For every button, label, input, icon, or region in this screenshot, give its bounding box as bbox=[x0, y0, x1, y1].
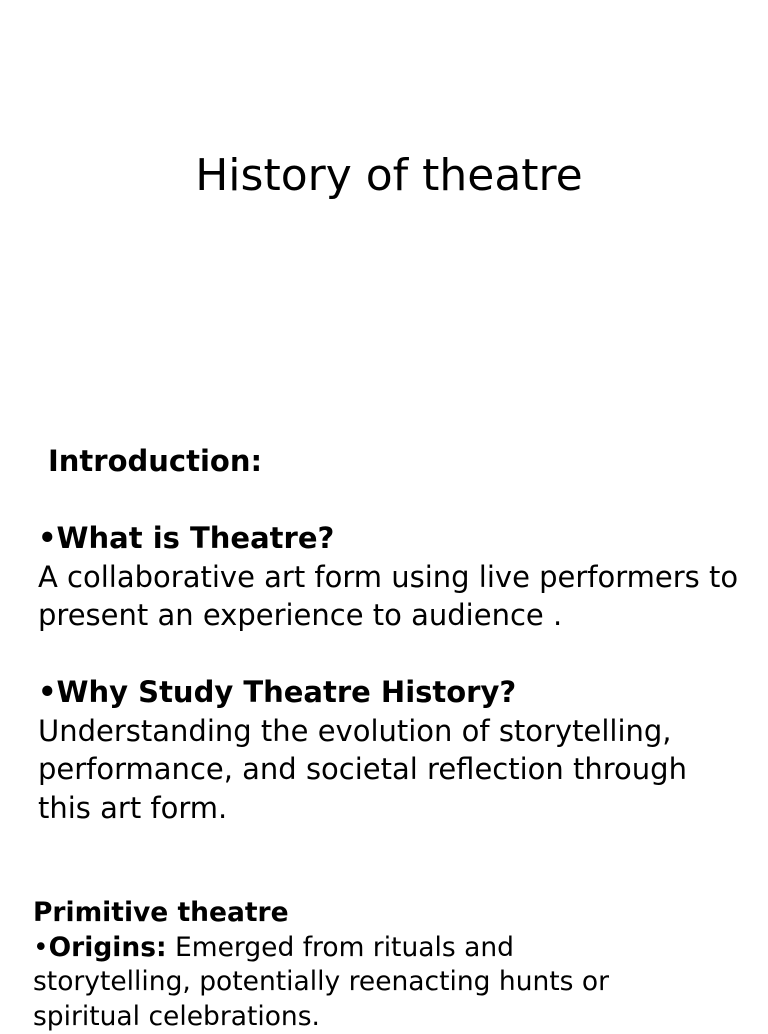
question-what-is-theatre bbox=[38, 519, 758, 558]
origins-paragraph bbox=[33, 931, 633, 1034]
bullet-glyph: • bbox=[38, 675, 57, 709]
introduction-heading: Introduction: bbox=[38, 442, 758, 481]
primitive-theatre-section bbox=[33, 896, 753, 1034]
origins-label: Origins: bbox=[49, 932, 167, 963]
primitive-theatre-heading: Primitive theatre bbox=[33, 896, 753, 931]
question-why-study-history bbox=[38, 673, 758, 712]
spacer bbox=[38, 481, 758, 520]
bullet-glyph: • bbox=[38, 521, 57, 555]
question-text: Why Study Theatre History? bbox=[57, 675, 517, 709]
answer-what-is-theatre: A collaborative art form using live performers to present an experience to audience . bbox=[38, 558, 748, 635]
question-text: What is Theatre? bbox=[57, 521, 335, 555]
spacer bbox=[38, 635, 758, 674]
introduction-section bbox=[38, 442, 758, 827]
answer-why-study-history: Understanding the evolution of storytelling, performance, and societal reflection through this art form. bbox=[38, 712, 748, 828]
page-title: History of theatre bbox=[0, 148, 768, 204]
bullet-glyph: • bbox=[33, 932, 49, 963]
origins-text: Emerged from rituals and storytelling, potentially reenacting hunts or spiritual celebrations. bbox=[33, 932, 609, 1032]
